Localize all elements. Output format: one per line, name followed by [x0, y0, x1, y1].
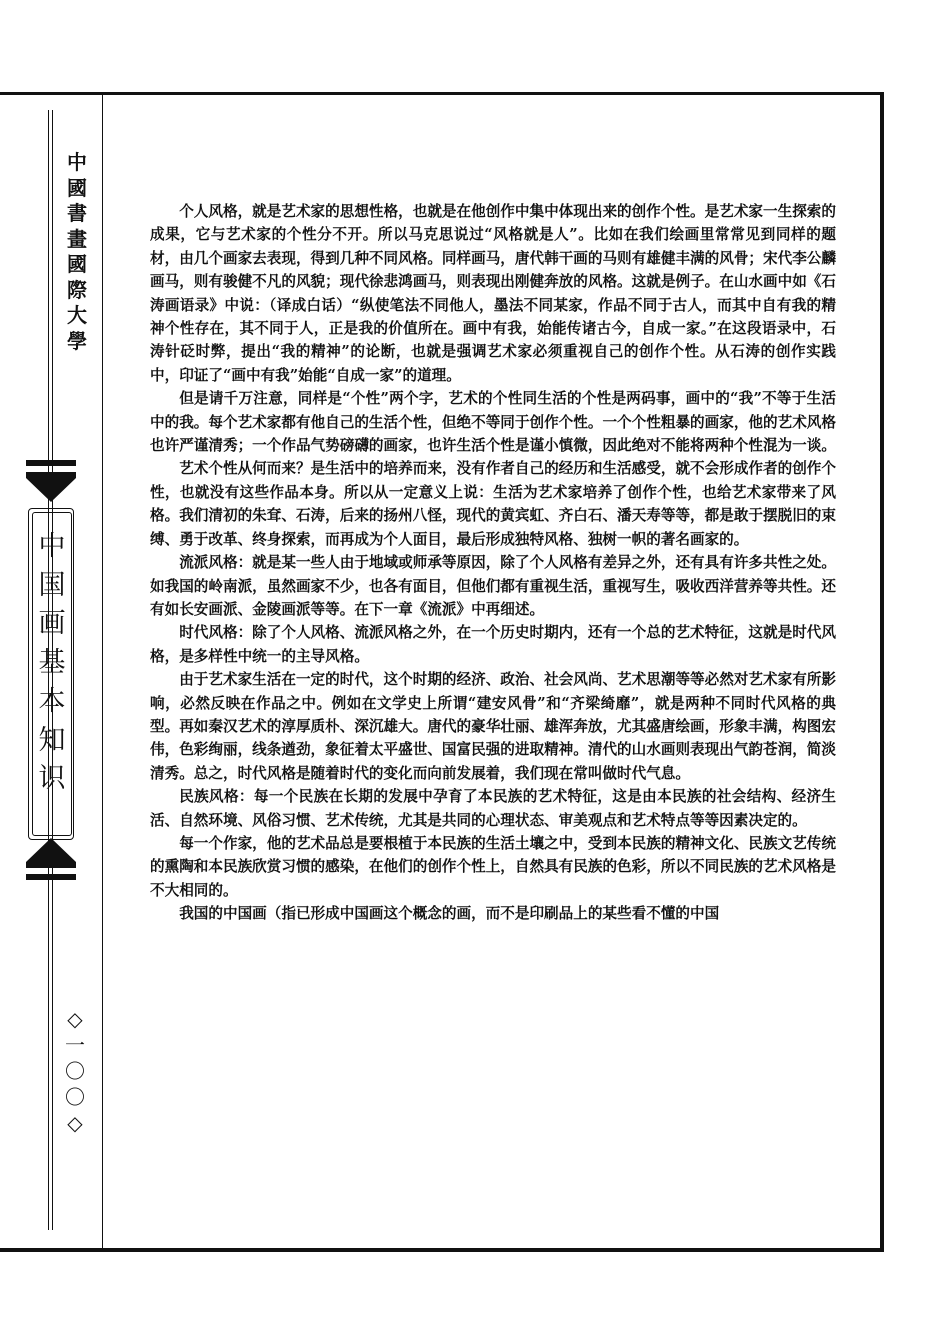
- title-char: 本: [38, 685, 66, 717]
- title-char: 识: [38, 763, 66, 795]
- school-char: 大: [67, 303, 87, 327]
- paragraph-era-style: 时代风格：除了个人风格、流派风格之外，在一个历史时期内，还有一个总的艺术特征，这就是时代风格，是多样性中统一的主导风格。: [150, 624, 836, 665]
- paragraph-school-style: 流派风格：就是某一些人由于地域或师承等原因，除了个人风格有差异之外，还有具有许多共性之处。如我国的岭南派，虽然画家不少，也各有面目，但他们都有重视生活，重视写生，吸收西洋营养等共性。还有如长安画派、金陵画派等等。在下一章《流派》中再细述。: [150, 554, 836, 618]
- page-number-vertical: [58, 1006, 92, 1136]
- title-char: 中: [38, 531, 66, 562]
- badge-chevron-bottom: [26, 838, 76, 862]
- page-number-char: 一: [65, 1033, 85, 1057]
- title-char: 基: [38, 647, 66, 679]
- title-char: 知: [38, 724, 66, 756]
- book-title-badge: [20, 448, 82, 888]
- badge-bar: [26, 874, 76, 880]
- school-char: 國: [67, 175, 87, 200]
- school-char: 畫: [67, 226, 87, 251]
- page-frame-top: [0, 92, 882, 95]
- diamond-icon: ◇: [67, 1111, 83, 1135]
- school-char: 書: [67, 201, 87, 225]
- school-name-vertical: [60, 150, 94, 354]
- paragraph-personality-caution: 但是请千万注意，同样是“个性”两个字，艺术的个性同生活的个性是两码事，画中的“我”不等于生活中的我。每个艺术家都有他自己的生活个性，但绝不等同于创作个性。一个个性粗暴的画家，他的艺术风格也许严谨清秀；一个作品气势磅礴的画家，也许生活个性是谨小慎微，因此绝对不能将两种个性混为一谈。: [150, 390, 836, 455]
- title-char: 国: [38, 569, 66, 601]
- badge-bar: [26, 460, 76, 466]
- badge-bar: [26, 862, 76, 868]
- paragraph-chinese-painting: 我国的中国画（指已形成中国画这个概念的画，而不是印刷品上的某些看不懂的中国: [179, 905, 720, 923]
- page-number-char: 〇: [65, 1059, 85, 1083]
- school-char: 際: [67, 277, 87, 302]
- page-frame-right: [880, 92, 884, 1252]
- diamond-icon: ◇: [67, 1007, 83, 1031]
- paragraph-national-style: 民族风格：每一个民族在长期的发展中孕育了本民族的艺术特征，这是由本民族的社会结构、经济生活、自然环境、风俗习惯、艺术传统，尤其是共同的心理状态、审美观点和艺术特点等等因素决定的。: [150, 788, 836, 829]
- paragraph-era-influence: 由于艺术家生活在一定的时代，这个时期的经济、政治、社会风尚、艺术思潮等等必然对艺术家有所影响，必然反映在作品之中。例如在文学史上所谓“建安风骨”和“齐梁绮靡”，就是两种不同时代风格的典型。再如秦汉艺术的淳厚质朴、深沉雄大。唐代的豪华壮丽、雄浑奔放，尤其盛唐绘画，形象丰满，构图宏伟，色彩绚丽，线条遒劲，象征着太平盛世、国富民强的进取精神。清代的山水画则表现出气韵苍润，简淡清秀。总之，时代风格是随着时代的变化而向前发展着，我们现在常叫做时代气息。: [150, 671, 836, 782]
- title-char: 画: [38, 608, 66, 640]
- body-text: [150, 200, 836, 926]
- text-margin-rule: [102, 95, 103, 1248]
- badge-chevron-top: [26, 478, 76, 502]
- page-number-char: 〇: [65, 1085, 85, 1109]
- book-title-vertical: [30, 528, 74, 799]
- school-char: 國: [67, 252, 87, 276]
- paragraph-national-roots: 每一个作家，他的艺术品总是要根植于本民族的生活土壤之中，受到本民族的精神文化、民族文艺传统的熏陶和本民族欣赏习惯的感染，在他们的创作个性上，自然具有民族的色彩，所以不同民族的艺术风格是不大相同的。: [150, 834, 836, 899]
- page-frame-bottom: [0, 1248, 884, 1252]
- paragraph-origin-of-individuality: 艺术个性从何而来？是生活中的培养而来，没有作者自己的经历和生活感受，就不会形成作者的创作个性，也就没有这些作品本身。所以从一定意义上说：生活为艺术家培养了创作个性，也给艺术家带来了风格。我们清初的朱耷、石涛，后来的扬州八怪，现代的黄宾虹、齐白石、潘天寿等等，都是敢于摆脱旧的束缚、勇于改革、终身探索，而再成为个人面目，最后形成独特风格、独树一帜的著名画家的。: [150, 460, 836, 548]
- school-char: 學: [67, 328, 87, 353]
- paragraph-personal-style: 个人风格，就是艺术家的思想性格，也就是在他创作中集中体现出来的创作个性。是艺术家一生探索的成果，它与艺术家的个性分不开。所以马克思说过“风格就是人”。比如在我们绘画里常常见到同样的题材，由几个画家去表现，得到几种不同风格。同样画马，唐代韩干画的马则有雄健丰满的风骨；宋代李公麟画马，则有骏健不凡的风貌；现代徐悲鸿画马，则表现出刚健奔放的风格。这就是例子。在山水画中如《石涛画语录》中说：（译成白话）“纵使笔法不同他人，墨法不同某家，作品不同于古人，而其中自有我的精神个性存在，其不同于人，正是我的价值所在。画中有我，始能传诸古今，自成一家。”在这段语录中，石涛针砭时弊，提出“我的精神”的论断，也就是强调艺术家必须重视自己的创作个性。从石涛的创作实践中，印证了“画中有我”始能“自成一家”的道理。: [150, 203, 836, 384]
- school-char: 中: [67, 150, 87, 174]
